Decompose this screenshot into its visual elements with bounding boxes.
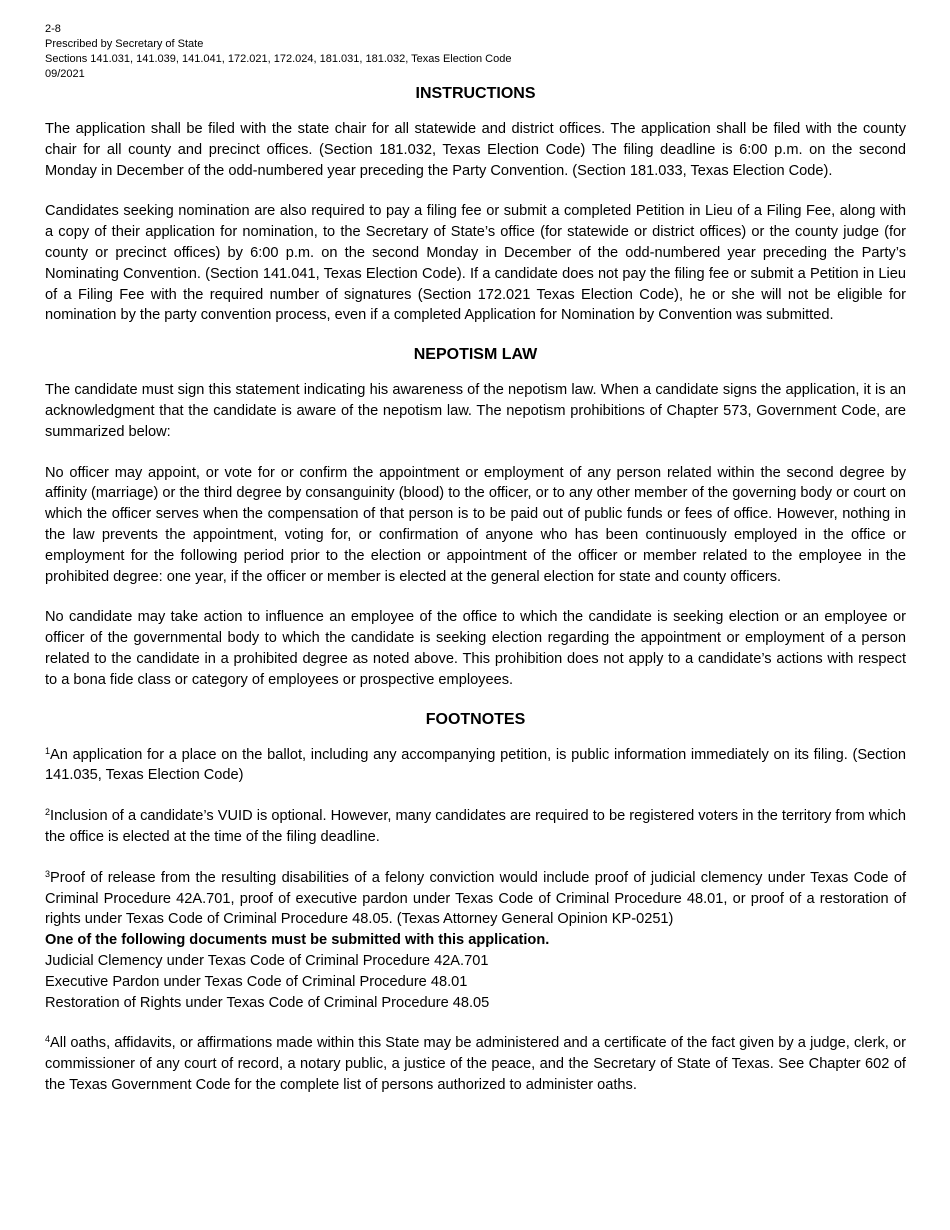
footnote-marker: 4 [45, 1034, 51, 1045]
footnote-text: All oaths, affidavits, or affirmations made within this State may be administered and a certificate of the fact given by a judge, clerk, or commissioner of any court of record, a notary public, a justice of the peace, and the Secretary of State of Texas. See Chapter 602 of the Texas Government Code for the complete list of persons authorized to administer oaths. [45, 1035, 906, 1093]
nepotism-paragraph: The candidate must sign this statement indicating his awareness of the nepotism law. When a candidate signs the application, it is an acknowledgment that the candidate is aware of the nepotism law. The nepotism prohibitions of Chapter 573, Government Code, are summarized below: [45, 382, 906, 440]
form-number: 2-8 [45, 23, 61, 35]
required-documents-notice: One of the following documents must be submitted with this application. [45, 932, 550, 949]
footnote-text: An application for a place on the ballot, including any accompanying petition, is public information immediately on its filing. (Section 141.035, Texas Election Code) [45, 746, 906, 784]
statute-sections: Sections 141.031, 141.039, 141.041, 172.021, 172.024, 181.031, 181.032, Texas Election Code [45, 53, 512, 65]
instructions-paragraph: The application shall be filed with the state chair for all statewide and district offices. The application shall be filed with the county chair for all county and precinct offices. (Section 181.032, Texas Election Code) The filing deadline is 6:00 p.m. on the second Monday in December of the odd-numbered year preceding the Party Convention. (Section 181.033, Texas Election Code). [45, 121, 906, 179]
footnote-1 [45, 745, 906, 787]
footnote-text: Proof of release from the resulting disabilities of a felony conviction would include proof of judicial clemency under Texas Code of Criminal Procedure 42A.701, proof of executive pardon under Texas Code of Criminal Procedure 48.01, or proof of a restoration of rights under Texas Code of Criminal Procedure 48.05. (Texas Attorney General Opinion KP-0251) [45, 869, 906, 928]
footnote-text: Inclusion of a candidate’s VUID is optional. However, many candidates are required to be registered voters in the territory from which the office is elected at the time of the filing deadline. [45, 808, 906, 845]
document-list-item: Executive Pardon under Texas Code of Criminal Procedure 48.01 [45, 973, 468, 990]
footnote-marker: 1 [45, 745, 51, 756]
footnote-marker: 2 [45, 807, 51, 818]
footnote-3 [45, 868, 906, 930]
instructions-paragraph: Candidates seeking nomination are also required to pay a filing fee or submit a completed Petition in Lieu of a Filing Fee, along with a copy of their application for nomination, to the Secretary of State’s office (for statewide or district offices) or the county judge (for county or precinct offices) by 6:00 p.m. on the second Monday in December of the odd-numbered year preceding the Party’s Nominating Convention. (Section 141.041, Texas Election Code). If a candidate does not pay the filing fee or submit a Petition in Lieu of a Filing Fee with the required number of signatures (Section 172.021 Texas Election Code), he or she will not be eligible for nomination by the party convention process, even if a completed Application for Nomination by Convention was submitted. [45, 203, 906, 324]
footnote-marker: 3 [45, 868, 51, 879]
instructions-heading: INSTRUCTIONS [415, 85, 536, 102]
nepotism-heading: NEPOTISM LAW [413, 346, 538, 364]
form-header [45, 22, 906, 82]
nepotism-paragraph: No candidate may take action to influence an employee of the office to which the candidate is seeking election or an employee or officer of the governmental body to which the candidate is seeking election regarding the appointment or employment of a person related to the candidate in a prohibited degree as noted above. This prohibition does not apply to a candidate’s actions with respect to a bona fide class or category of employees or prospective employees. [45, 609, 906, 688]
document-page [45, 22, 906, 1096]
footnote-2 [45, 806, 906, 848]
footnote-4 [45, 1033, 906, 1095]
prescribed-by: Prescribed by Secretary of State [45, 38, 204, 50]
nepotism-paragraph: No officer may appoint, or vote for or confirm the appointment or employment of any person related within the second degree by affinity (marriage) or the third degree by consanguinity (blood) to the officer, or to any other member of the governing body or court on which the officer serves when the compensation of that person is to be paid out of public funds or fees of office. However, nothing in the law prevents the appointment, voting for, or confirmation of anyone who has been continuously employed in the office or employment for the following period prior to the election or appointment of the officer or member related to the employee in the prohibited degree: one year, if the officer or member is elected at the general election for state and county officers. [45, 464, 906, 585]
form-date: 09/2021 [45, 68, 85, 80]
footnotes-heading: FOOTNOTES [425, 710, 526, 728]
document-list-item: Restoration of Rights under Texas Code of Criminal Procedure 48.05 [45, 994, 490, 1011]
document-list-item: Judicial Clemency under Texas Code of Criminal Procedure 42A.701 [45, 952, 489, 969]
